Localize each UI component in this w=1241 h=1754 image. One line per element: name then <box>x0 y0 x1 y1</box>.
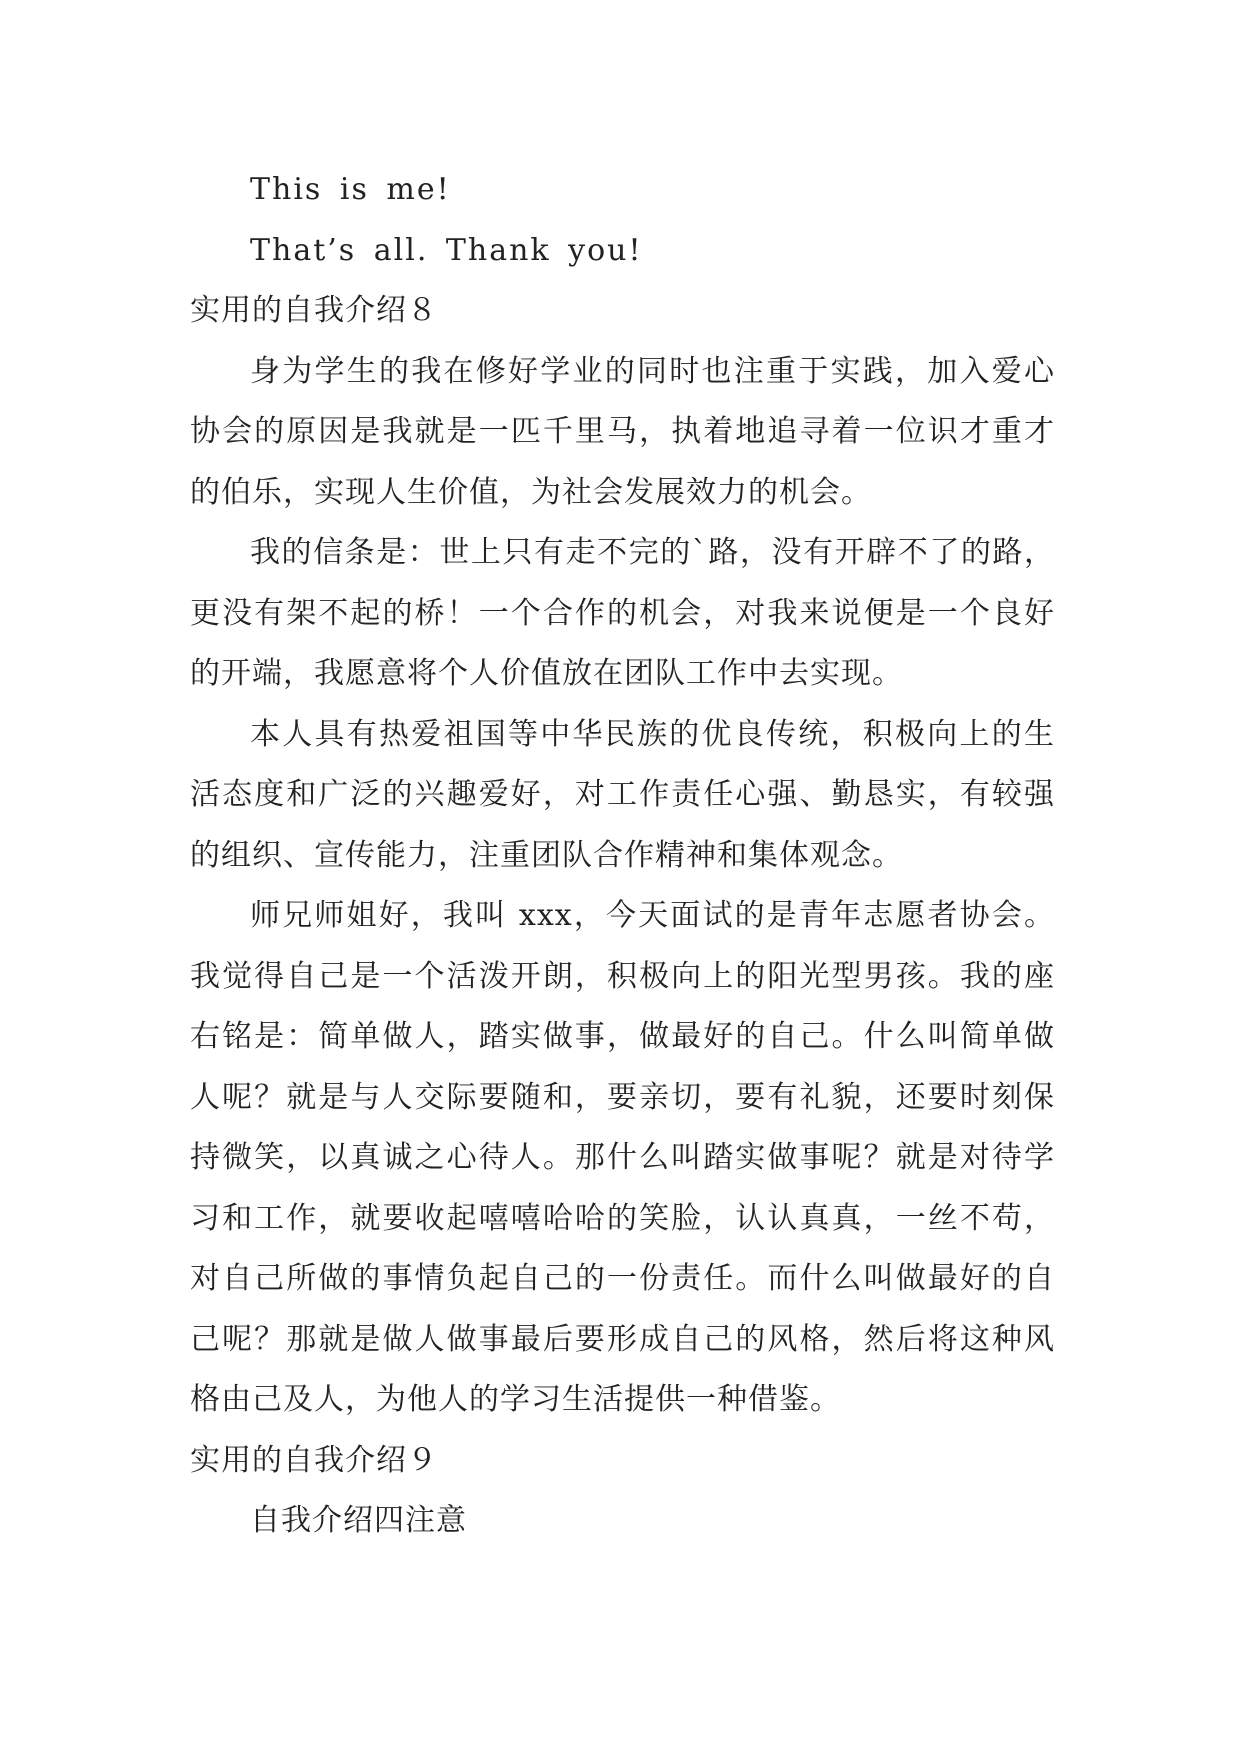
paragraph: 我的信条是：世上只有走不完的`路，没有开辟不了的路，更没有架不起的桥！一个合作的机会，对我来说便是一个良好的开端，我愿意将个人价值放在团队工作中去实现。 <box>190 535 1055 691</box>
text-line: That’s all. Thank you! <box>250 232 643 268</box>
paragraph: 自我介绍四注意 <box>250 1503 467 1538</box>
paragraph: 本人具有热爱祖国等中华民族的优良传统，积极向上的生活态度和广泛的兴趣爱好，对工作责任心强、勤恳实，有较强的组织、宣传能力，注重团队合作精神和集体观念。 <box>190 716 1055 873</box>
text-line: This is me! <box>250 172 451 207</box>
paragraph: 身为学生的我在修好学业的同时也注重于实践，加入爱心协会的原因是我就是一匹千里马，执着地追寻着一位识才重才的伯乐，实现人生价值，为社会发展效力的机会。 <box>190 353 1055 510</box>
paragraph: 师兄师姐好，我叫 xxx，今天面试的是青年志愿者协会。我觉得自己是一个活泼开朗，积极向上的阳光型男孩。我的座右铭是：简单做人，踏实做事，做最好的自己。什么叫简单做人呢？就是与人交际要随和，要亲切，要有礼貌，还要时刻保持微笑，以真诚之心待人。那什么叫踏实做事呢？就是对待学习和工作，就要收起嘻嘻哈哈的笑脸，认认真真，一丝不苟，对自己所做的事情负起自己的一份责任。而什么叫做最好的自己呢？那就是做人做事最后要形成自己的风格，然后将这种风格由己及人，为他人的学习生活提供一种借鉴。 <box>190 898 1055 1417</box>
section-heading: 实用的自我介绍８ <box>190 293 438 328</box>
section-heading: 实用的自我介绍９ <box>190 1442 438 1478</box>
